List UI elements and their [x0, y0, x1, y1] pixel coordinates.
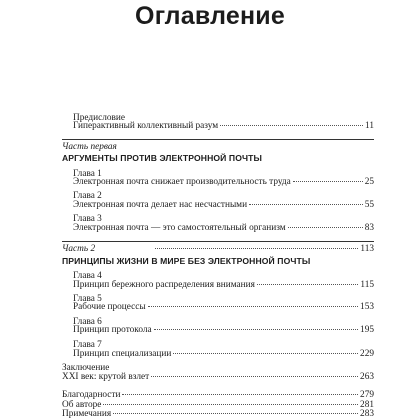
- chapter6-label: Глава 6: [73, 317, 102, 327]
- chapter3-label: Глава 3: [73, 214, 102, 224]
- dot-leader: [220, 125, 363, 126]
- toc-entry-chapter4[interactable]: [73, 280, 374, 291]
- page-number: 229: [360, 349, 374, 359]
- toc-entry-chapter6[interactable]: [73, 325, 374, 336]
- entry-title: Электронная почта делает нас несчастными: [73, 200, 248, 210]
- chapter1-label: Глава 1: [73, 169, 102, 179]
- page-number: 55: [364, 200, 374, 210]
- toc-entry-chapter2[interactable]: [73, 200, 374, 211]
- entry-title: XXI век: крутой взлет: [62, 372, 150, 382]
- page-number: 283: [360, 409, 374, 419]
- part2-label: Часть 2: [62, 244, 96, 254]
- page-number: 195: [360, 325, 374, 335]
- page-number: 115: [360, 280, 374, 290]
- entry-title: Рабочие процессы: [73, 302, 146, 312]
- chapter7-label: Глава 7: [73, 340, 102, 350]
- dot-leader: [148, 306, 358, 307]
- toc-entry-chapter1[interactable]: [73, 177, 374, 188]
- page-number: 113: [360, 244, 374, 254]
- preface-label: Предисловие: [73, 113, 125, 123]
- page-number: 281: [360, 400, 374, 410]
- part1-title: АРГУМЕНТЫ ПРОТИВ ЭЛЕКТРОННОЙ ПОЧТЫ: [62, 153, 262, 163]
- dot-leader: [151, 376, 358, 377]
- entry-title: Электронная почта снижает производительность труда: [73, 177, 291, 187]
- chapter2-label: Глава 2: [73, 191, 102, 201]
- toc-entry-chapter7[interactable]: [73, 349, 374, 360]
- dot-leader: [293, 181, 363, 182]
- entry-title: Благодарности: [62, 390, 121, 400]
- chapter4-label: Глава 4: [73, 271, 102, 281]
- dot-leader: [155, 248, 358, 249]
- page-number: 11: [365, 121, 374, 131]
- dot-leader: [257, 284, 359, 285]
- page-number: 25: [364, 177, 374, 187]
- page-number: 279: [360, 390, 374, 400]
- entry-title: Принцип бережного распределения внимания: [73, 280, 255, 290]
- dot-leader: [122, 394, 358, 395]
- dot-leader: [249, 204, 363, 205]
- dot-leader: [113, 413, 358, 414]
- page-number: 263: [360, 372, 374, 382]
- part2-title: ПРИНЦИПЫ ЖИЗНИ В МИРЕ БЕЗ ЭЛЕКТРОННОЙ ПОЧТЫ: [62, 256, 311, 266]
- dot-leader: [173, 353, 358, 354]
- toc-entry-chapter5[interactable]: [73, 302, 374, 313]
- toc-entry-notes[interactable]: [62, 409, 374, 420]
- conclusion-label: Заключение: [62, 363, 110, 373]
- page-title: Оглавление: [135, 2, 285, 30]
- separator-line: [62, 241, 374, 242]
- entry-title: Об авторе: [62, 400, 102, 410]
- page-number: 83: [364, 223, 374, 233]
- toc-entry-part2[interactable]: [62, 244, 374, 255]
- toc-entry-chapter3[interactable]: [73, 223, 374, 234]
- part1-label: Часть первая: [62, 142, 117, 152]
- toc-entry-preface[interactable]: [73, 121, 374, 132]
- chapter5-label: Глава 5: [73, 294, 102, 304]
- entry-title: Гиперактивный коллективный разум: [73, 121, 219, 131]
- entry-title: Примечания: [62, 409, 112, 419]
- dot-leader: [103, 404, 358, 405]
- entry-title: Электронная почта — это самостоятельный организм: [73, 223, 286, 233]
- separator-line: [62, 139, 374, 140]
- dot-leader: [288, 227, 363, 228]
- page-number: 153: [360, 302, 374, 312]
- toc-entry-conclusion[interactable]: [62, 372, 374, 383]
- dot-leader: [154, 329, 358, 330]
- entry-title: Принцип специализации: [73, 349, 172, 359]
- entry-title: Принцип протокола: [73, 325, 152, 335]
